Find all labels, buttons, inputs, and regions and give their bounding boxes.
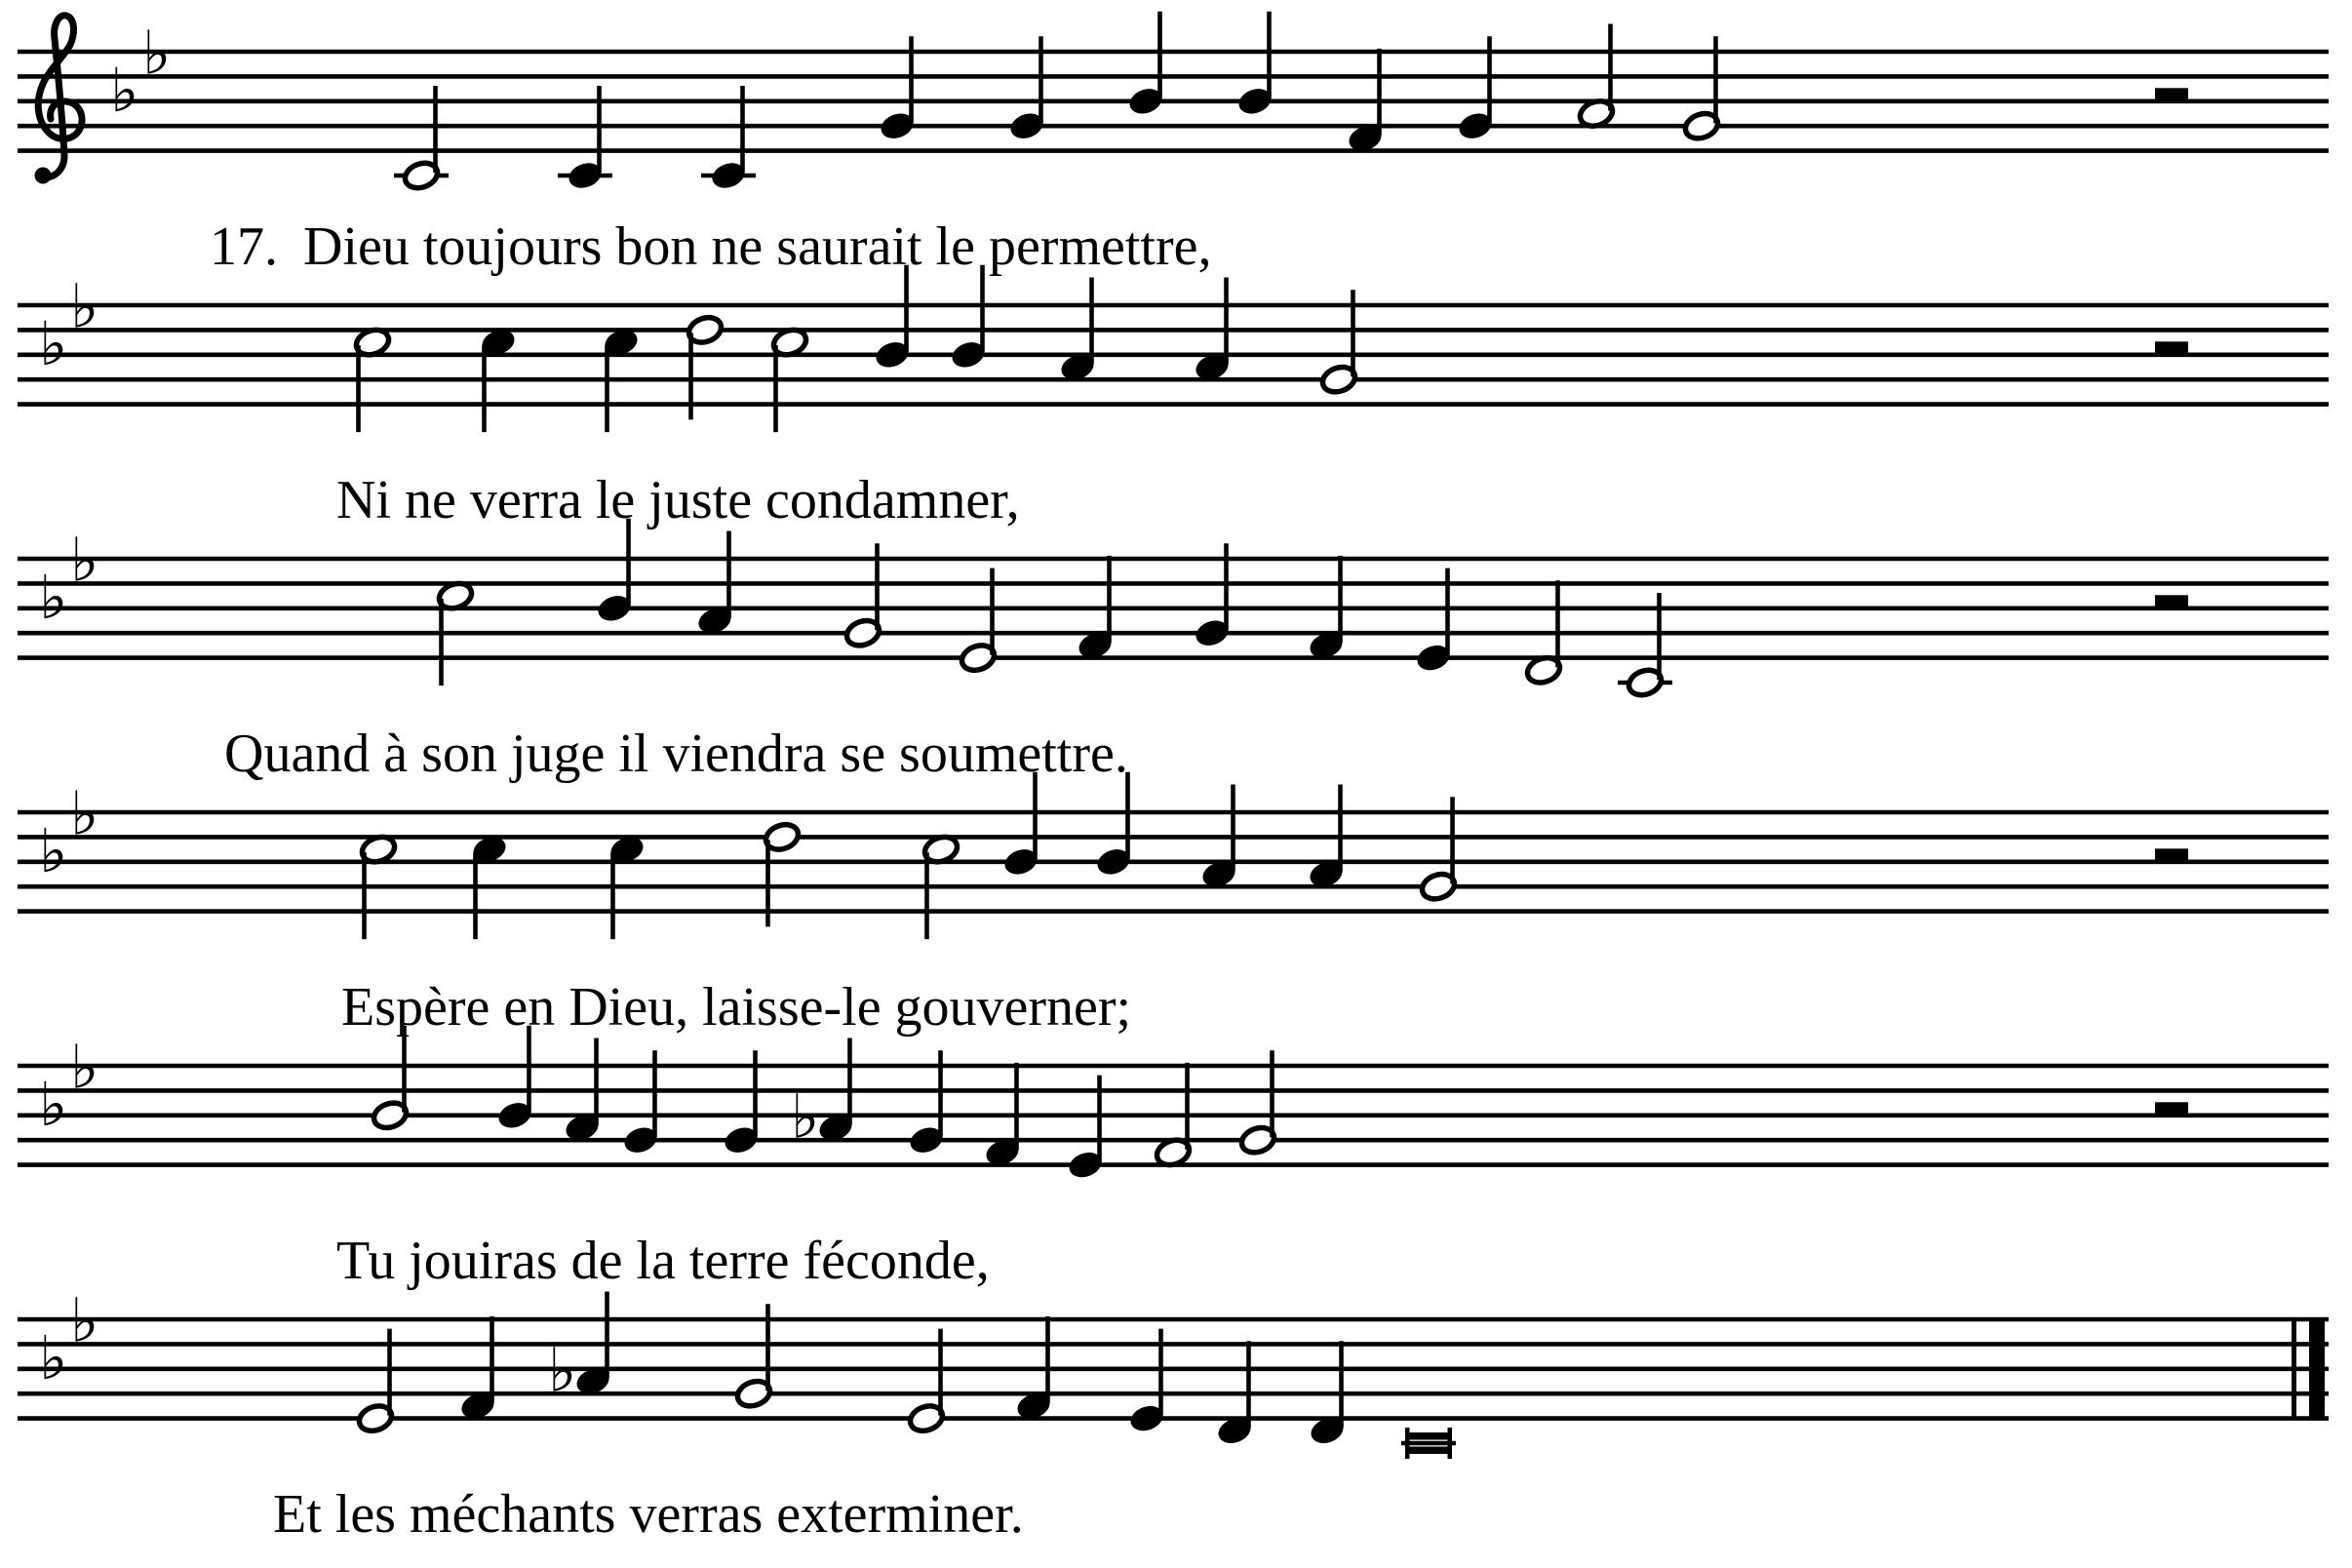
lyric-line-4 xyxy=(341,976,1131,1039)
lyric-line-3 xyxy=(224,723,1128,785)
note-b4-quarter xyxy=(595,519,634,625)
staff-system-5 xyxy=(18,1026,2329,1182)
lyric-line-1 xyxy=(210,216,1212,278)
note-b4-quarter xyxy=(1126,12,1165,118)
final-barline-thick xyxy=(2309,1317,2325,1421)
lyric-line-5 xyxy=(336,1230,990,1292)
half-rest xyxy=(2155,88,2188,101)
note-b4-quarter xyxy=(1094,772,1133,879)
flat-icon: ♭ xyxy=(39,307,68,379)
lyric-text: Ni ne verra le juste condamner, xyxy=(336,470,1020,530)
lyric-text: Quand à son juge il viendra se soumettre. xyxy=(224,724,1128,784)
flat-icon: ♭ xyxy=(39,814,68,886)
lyric-text: Et les méchants verras exterminer. xyxy=(273,1484,1024,1545)
flat-icon: ♭ xyxy=(70,1031,99,1103)
note-a4-quarter xyxy=(791,1039,855,1153)
half-rest xyxy=(2155,848,2188,862)
note-b4-half xyxy=(371,1026,410,1132)
staff-system-1 xyxy=(18,12,2329,192)
half-rest xyxy=(2155,1102,2188,1116)
flat-icon: ♭ xyxy=(70,777,99,849)
final-barline-thin xyxy=(2292,1317,2296,1421)
flat-icon: ♭ xyxy=(70,524,99,596)
note-b4-quarter xyxy=(1235,12,1274,118)
flat-icon: ♭ xyxy=(70,270,99,342)
lyric-text: Dieu toujours bon ne saurait le permettre, xyxy=(303,216,1212,277)
note-b4-quarter xyxy=(1001,772,1040,879)
half-rest xyxy=(2155,595,2188,608)
flat-icon: ♭ xyxy=(548,1334,577,1406)
note-b4-quarter xyxy=(949,265,988,372)
note-c4-breve xyxy=(1401,1428,1456,1459)
flat-icon: ♭ xyxy=(142,17,172,89)
lyric-line-2 xyxy=(336,469,1020,531)
staff-system-6 xyxy=(18,1285,2329,1459)
flat-icon: ♭ xyxy=(70,1284,99,1356)
lyric-line-6 xyxy=(273,1483,1024,1546)
flat-icon: ♭ xyxy=(39,1068,68,1140)
flat-icon: ♭ xyxy=(110,54,139,126)
staff-system-4 xyxy=(18,772,2329,939)
flat-icon: ♭ xyxy=(791,1080,820,1153)
lyric-text: Tu jouiras de la terre féconde, xyxy=(336,1231,990,1291)
flat-icon: ♭ xyxy=(39,561,68,633)
note-b4-quarter xyxy=(495,1026,534,1132)
note-a4-quarter xyxy=(548,1292,612,1406)
verse-number: 17. xyxy=(210,216,278,277)
staff-system-3 xyxy=(18,519,2329,699)
flat-icon: ♭ xyxy=(39,1321,68,1393)
lyric-text: Espère en Dieu, laisse-le gouverner; xyxy=(341,977,1132,1038)
staff-system-2 xyxy=(18,265,2329,432)
half-rest xyxy=(2155,341,2188,355)
note-b4-quarter xyxy=(873,265,912,372)
